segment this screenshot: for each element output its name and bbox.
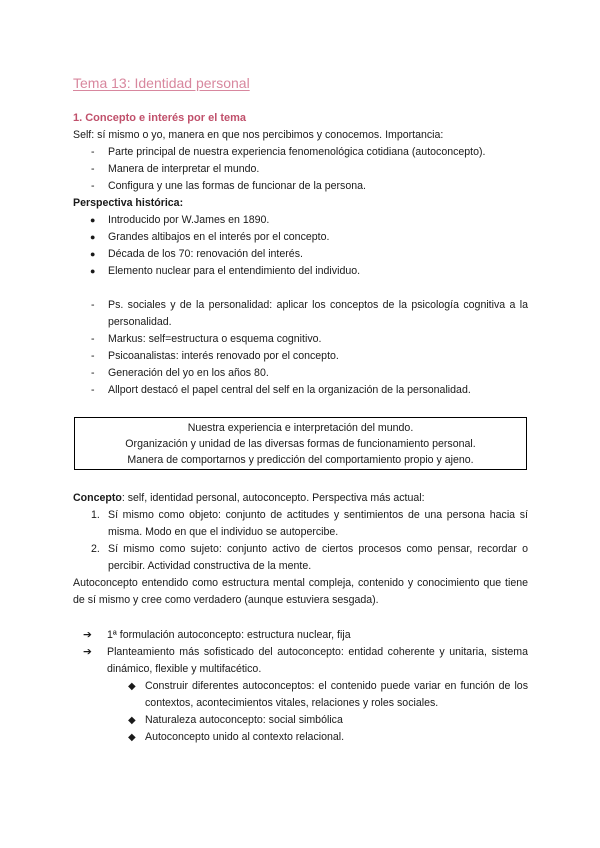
diamond-icon: ◆	[128, 732, 136, 743]
formulation-block	[73, 627, 528, 746]
diamond-item: ◆ Naturaleza autoconcepto: social simbólica	[73, 712, 528, 729]
historical-bullet: ● Introducido por W.James en 1890.	[73, 212, 528, 229]
bullet-icon: ●	[90, 249, 96, 259]
self-definition-block	[73, 127, 528, 280]
arrow-icon: ➔	[83, 646, 92, 658]
arrow-item: ➔ Planteamiento más sofisticado del autoconcepto: entidad coherente y unitaria, sistema dinámico, flexible y multifacético.	[83, 646, 528, 675]
bullet-icon: ●	[90, 266, 96, 276]
dash-marker: -	[91, 163, 95, 175]
dash-marker: -	[91, 384, 95, 396]
number-marker: 2.	[91, 543, 100, 555]
dash-marker: -	[91, 146, 95, 158]
historical-item: - Generación del yo en los años 80.	[73, 365, 528, 382]
dash-marker: -	[91, 367, 95, 379]
self-intro: Self: sí mismo o yo, manera en que nos percibimos y conocemos. Importancia:	[73, 129, 444, 141]
number-marker: 1.	[91, 509, 100, 521]
numbered-item: 1. Sí mismo como objeto: conjunto de actitudes y sentimientos de una persona hacia sí misma. Modo en que el individuo se autopercibe.	[91, 509, 528, 538]
concepto-block	[73, 490, 528, 609]
importance-item: - Manera de interpretar el mundo.	[73, 161, 528, 178]
importance-item: - Parte principal de nuestra experiencia fenomenológica cotidiana (autoconcepto).	[73, 144, 528, 161]
arrow-icon: ➔	[83, 629, 92, 641]
historical-details	[73, 297, 528, 399]
concepto-line	[73, 490, 528, 507]
summary-line: Nuestra experiencia e interpretación del mundo.	[187, 422, 414, 434]
concepto-text: : self, identidad personal, autoconcepto. Perspectiva más actual:	[121, 492, 425, 504]
diamond-icon: ◆	[128, 715, 136, 726]
historical-item: - Allport destacó el papel central del self en la organización de la personalidad.	[73, 382, 528, 399]
summary-box	[74, 417, 527, 470]
bullet-icon: ●	[90, 232, 96, 242]
autoconcepto-paragraph: Autoconcepto entendido como estructura mental compleja, contenido y conocimiento que tiene de sí mismo y cree como verdadero (aunque estuviera sesgada).	[73, 577, 528, 606]
historical-item: - Markus: self=estructura o esquema cognitivo.	[73, 331, 528, 348]
diamond-icon: ◆	[128, 681, 136, 692]
dash-marker: -	[91, 180, 95, 192]
concepto-label: Concepto	[73, 492, 122, 504]
diamond-item: ◆ Construir diferentes autoconceptos: el contenido puede variar en función de los contextos, acontecimientos vitales, relaciones y roles sociales.	[128, 680, 528, 709]
dash-marker: -	[91, 333, 95, 345]
page-title: Tema 13: Identidad personal	[73, 75, 250, 91]
historical-bullet: ● Grandes altibajos en el interés por el concepto.	[73, 229, 528, 246]
historical-bullet: ● Elemento nuclear para el entendimiento del individuo.	[73, 263, 528, 280]
arrow-item: ➔ 1ª formulación autoconcepto: estructura nuclear, fija	[73, 627, 528, 644]
summary-line: Manera de comportarnos y predicción del comportamiento propio y ajeno.	[127, 454, 474, 466]
historical-item: - Psicoanalistas: interés renovado por el concepto.	[73, 348, 528, 365]
historical-bullet: ● Década de los 70: renovación del interés.	[73, 246, 528, 263]
importance-item: - Configura y une las formas de funcionar de la persona.	[73, 178, 528, 195]
numbered-item: 2. Sí mismo como sujeto: conjunto activo de ciertos procesos como pensar, recordar o percibir. Actividad constructiva de la mente.	[91, 543, 528, 572]
diamond-item: ◆ Autoconcepto unido al contexto relacional.	[73, 729, 528, 746]
dash-marker: -	[91, 350, 95, 362]
bullet-icon: ●	[90, 215, 96, 225]
dash-marker: -	[91, 299, 95, 311]
summary-line: Organización y unidad de las diversas formas de funcionamiento personal.	[125, 438, 476, 450]
historical-item: - Ps. sociales y de la personalidad: aplicar los conceptos de la psicología cognitiva a la personalidad.	[91, 299, 528, 328]
section-heading: 1. Concepto e interés por el tema	[73, 112, 246, 124]
historical-heading: Perspectiva histórica:	[73, 197, 184, 209]
